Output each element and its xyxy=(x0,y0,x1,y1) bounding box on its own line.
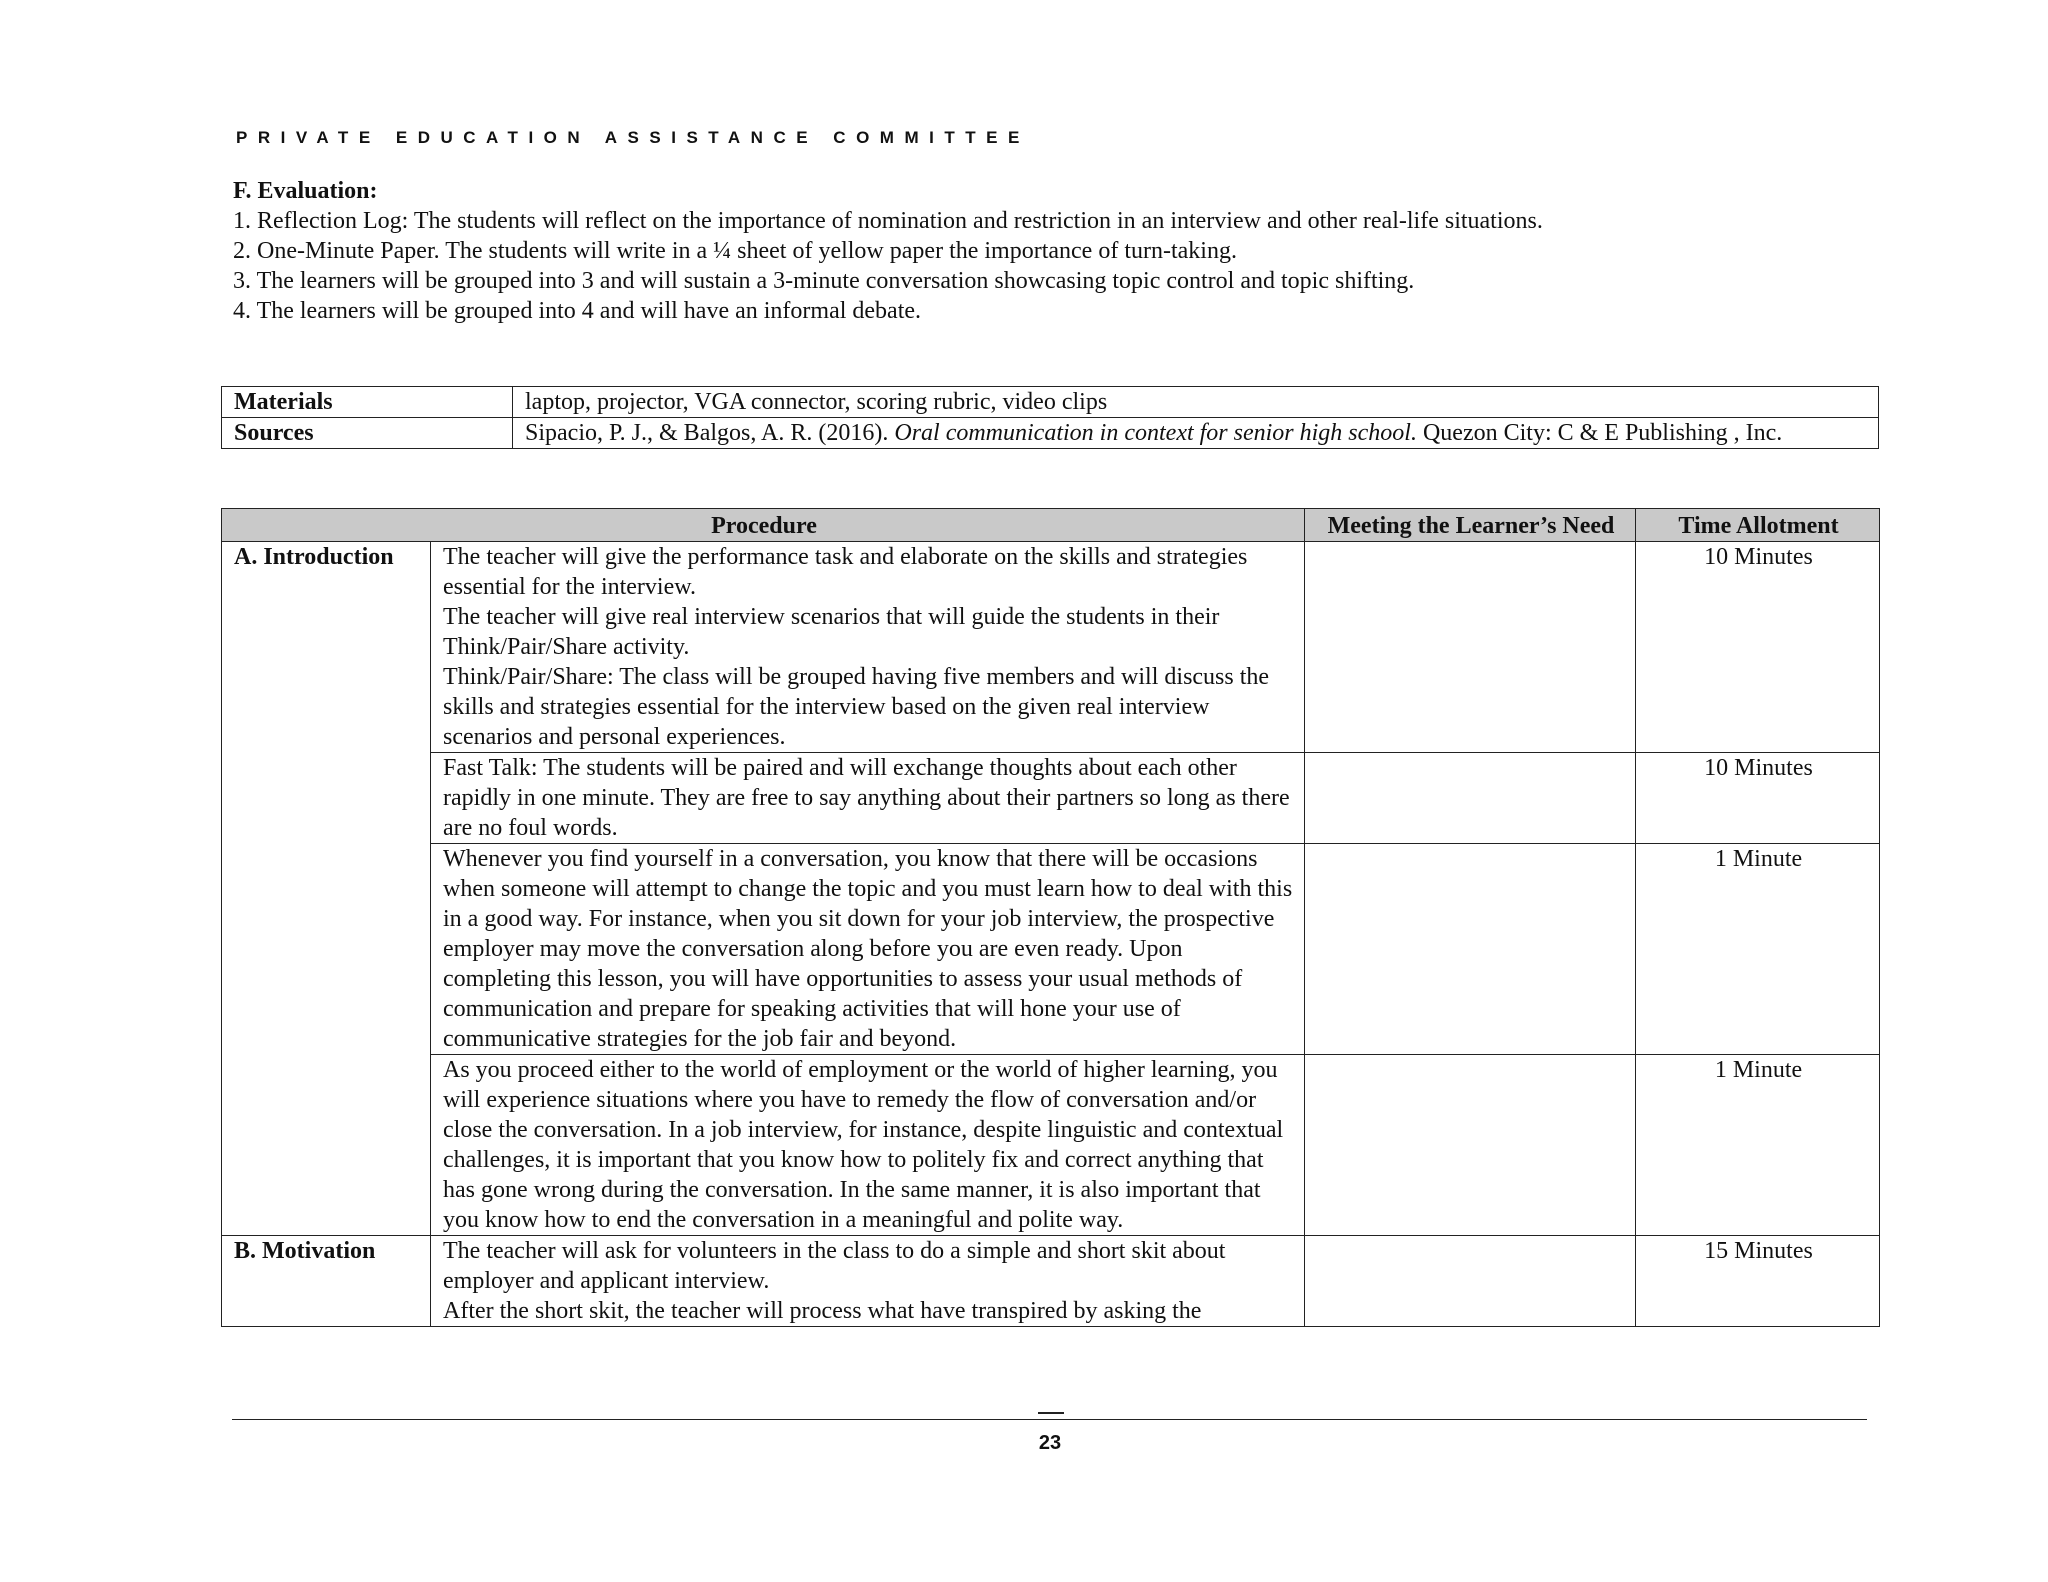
procedure-text xyxy=(431,542,1305,753)
procedure-text xyxy=(431,1236,1305,1327)
procedure-line: The teacher will give the performance task and elaborate on the skills and strategies essential for the interview. xyxy=(443,544,1248,600)
time-allotment-cell: 1 Minute xyxy=(1636,844,1880,1055)
procedure-line: As you proceed either to the world of employment or the world of higher learning, you will experience situations where you have to remedy the flow of conversation and/or close the conversation. In a job interview, for instance, despite linguistic and contextual challenges, it is important that you know how to politely fix and correct anything that has gone wrong during the conversation. In the same manner, it is also important that you know how to end the conversation in a meaningful and polite way. xyxy=(443,1057,1284,1233)
materials-value: laptop, projector, VGA connector, scoring rubric, video clips xyxy=(513,387,1879,418)
procedure-text xyxy=(431,753,1305,844)
time-allotment-cell: 1 Minute xyxy=(1636,1055,1880,1236)
procedure-text xyxy=(431,844,1305,1055)
procedure-line: After the short skit, the teacher will process what have transpired by asking the xyxy=(443,1298,1202,1324)
procedure-header: Procedure xyxy=(222,509,1305,542)
time-allotment-cell: 10 Minutes xyxy=(1636,753,1880,844)
procedure-header-row xyxy=(222,509,1880,542)
materials-row xyxy=(222,387,1879,418)
page-number: 23 xyxy=(1038,1432,1062,1454)
procedure-line: Whenever you find yourself in a conversation, you know that there will be occasions when someone will attempt to change the topic and you must learn how to deal with this in a good way. For instance, when you sit down for your job interview, the prospective employer may move the conversation along before you are even ready. Upon completing this lesson, you will have opportunities to assess your usual methods of communication and prepare for speaking activities that will hone your use of communicative strategies for the job fair and beyond. xyxy=(443,846,1293,1052)
sources-value xyxy=(513,418,1879,449)
meeting-need-cell xyxy=(1305,844,1636,1055)
procedure-text xyxy=(431,1055,1305,1236)
meeting-need-header: Meeting the Learner’s Need xyxy=(1305,509,1636,542)
sources-label: Sources xyxy=(222,418,513,449)
procedure-line: Fast Talk: The students will be paired and will exchange thoughts about each other rapidly in one minute. They are free to say anything about their partners so long as there are no foul words. xyxy=(443,755,1290,841)
sources-row xyxy=(222,418,1879,449)
sources-book-title: Oral communication in context for senior high school. xyxy=(894,420,1417,446)
procedure-line: The teacher will ask for volunteers in the class to do a simple and short skit about employer and applicant interview. xyxy=(443,1238,1226,1294)
meeting-need-cell xyxy=(1305,753,1636,844)
evaluation-title: F. Evaluation: xyxy=(233,178,378,204)
footer-tick xyxy=(1038,1412,1064,1414)
materials-sources-table xyxy=(221,386,1879,449)
time-allotment-header: Time Allotment xyxy=(1636,509,1880,542)
meeting-need-cell xyxy=(1305,542,1636,753)
evaluation-item: 4. The learners will be grouped into 4 and will have an informal debate. xyxy=(233,298,922,324)
stage-label: A. Introduction xyxy=(222,542,431,1236)
meeting-need-cell xyxy=(1305,1236,1636,1327)
footer-divider xyxy=(232,1419,1867,1420)
procedure-line: The teacher will give real interview scenarios that will guide the students in their Think/Pair/Share activity. xyxy=(443,604,1220,660)
evaluation-item: 3. The learners will be grouped into 3 and will sustain a 3-minute conversation showcasing topic control and topic shifting. xyxy=(233,268,1415,294)
procedure-line: Think/Pair/Share: The class will be grouped having five members and will discuss the skills and strategies essential for the interview based on the given real interview scenarios and personal experiences. xyxy=(443,664,1270,750)
time-allotment-cell: 15 Minutes xyxy=(1636,1236,1880,1327)
table-row xyxy=(222,753,1880,844)
sources-text-before: Sipacio, P. J., & Balgos, A. R. (2016). xyxy=(525,420,895,446)
table-row xyxy=(222,542,1880,753)
sources-text-after: Quezon City: C & E Publishing , Inc. xyxy=(1416,420,1783,446)
evaluation-section xyxy=(233,176,1933,326)
table-row xyxy=(222,1055,1880,1236)
table-row xyxy=(222,1236,1880,1327)
evaluation-item: 2. One-Minute Paper. The students will write in a ¼ sheet of yellow paper the importance of turn-taking. xyxy=(233,238,1237,264)
time-allotment-cell: 10 Minutes xyxy=(1636,542,1880,753)
procedure-table xyxy=(221,508,1880,1327)
table-row xyxy=(222,844,1880,1055)
organization-header: PRIVATE EDUCATION ASSISTANCE COMMITTEE xyxy=(236,128,1030,147)
stage-label: B. Motivation xyxy=(222,1236,431,1327)
evaluation-item: 1. Reflection Log: The students will reflect on the importance of nomination and restriction in an interview and other real-life situations. xyxy=(233,208,1543,234)
meeting-need-cell xyxy=(1305,1055,1636,1236)
materials-label: Materials xyxy=(222,387,513,418)
